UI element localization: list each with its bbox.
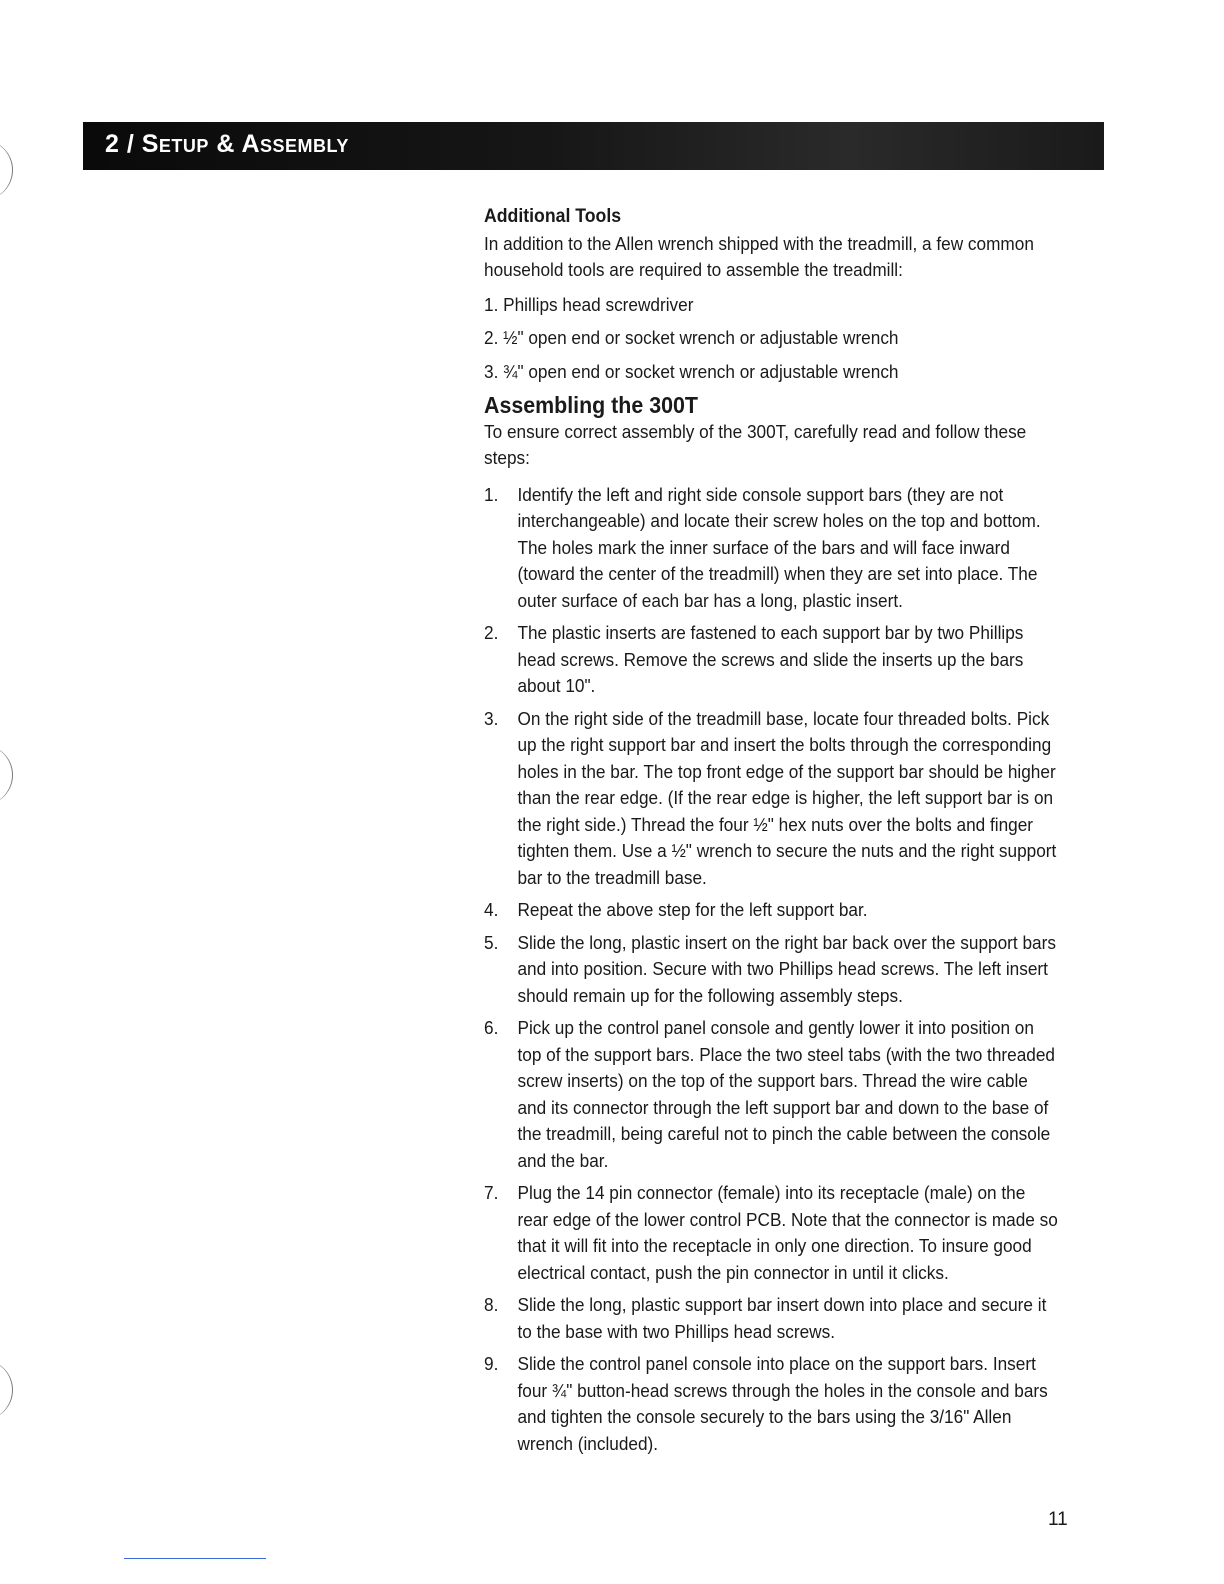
section-title: 2 / Setup & Assembly [105, 130, 349, 158]
assembly-step [484, 1180, 1061, 1286]
step-text: Slide the long, plastic insert on the right bar back over the support bars and into position. Secure with two Phillips head screws. The left insert should remain up for the following assembly steps. [517, 931, 1056, 1006]
assembly-step [484, 1351, 1061, 1457]
assembly-step [484, 1015, 1061, 1174]
section-header-bar [83, 122, 1104, 170]
bottom-rule [124, 1558, 266, 1559]
page-number: 11 [1048, 1509, 1068, 1530]
additional-tools-heading: Additional Tools [484, 206, 622, 227]
assembly-step [484, 1292, 1061, 1345]
step-number: 2. [484, 622, 499, 643]
step-number: 1. [484, 483, 499, 505]
step-text: On the right side of the treadmill base, locate four threaded bolts. Pick up the right support bar and insert the bolts through the corresponding holes in the bar. The top front edge of the support bar should be higher than the rear edge. (If the rear edge is higher, the left support bar is on the right side.) Thread the four ½" hex nuts over the bolts and finger tighten them. Use a ½" wrench to secure the nuts and the right support bar to the treadmill base. [517, 707, 1057, 888]
tool-list [484, 292, 1061, 386]
step-number: 4. [484, 899, 499, 920]
tool-item: 1. Phillips head screwdriver [484, 293, 694, 315]
step-text: Slide the control panel console into place on the support bars. Insert four ¾" button-head screws through the holes in the console and bars and tighten the console securely to the bars using the 3/16" Allen wrench (included). [517, 1353, 1048, 1454]
step-number: 3. [484, 707, 499, 729]
step-number: 5. [484, 931, 499, 953]
step-text: Repeat the above step for the left support bar. [517, 899, 868, 920]
binder-hole-mark-bottom [0, 1360, 13, 1420]
assembly-intro: To ensure correct assembly of the 300T, carefully read and follow these steps: [484, 420, 1027, 468]
assembly-step [484, 930, 1061, 1010]
binder-hole-mark-top [0, 140, 13, 200]
additional-tools-intro: In addition to the Allen wrench shipped with the treadmill, a few common household tools are required to assemble the treadmill: [484, 232, 1034, 280]
assembly-heading: Assembling the 300T [484, 392, 698, 418]
binder-hole-mark-middle [0, 745, 13, 805]
tool-item: 2. ½" open end or socket wrench or adjustable wrench [484, 327, 899, 348]
step-number: 6. [484, 1017, 499, 1038]
assembly-step [484, 897, 1061, 924]
step-number: 9. [484, 1353, 499, 1374]
step-text: Pick up the control panel console and gently lower it into position on top of the support bars. Place the two steel tabs (with the two threaded screw inserts) on the top of the support bars. Thread the wire cable and its connector through the left support bar and down to the base of the treadmill, being careful not to pinch the cable between the console and the bar. [517, 1017, 1055, 1171]
step-text: Plug the 14 pin connector (female) into its receptacle (male) on the rear edge of the lower control PCB. Note that the connector is made so that it will fit into the receptacle in only one direction. To insure good electrical contact, push the pin connector in until it clicks. [517, 1182, 1058, 1283]
step-text: Slide the long, plastic support bar insert down into place and secure it to the base with two Phillips head screws. [517, 1294, 1047, 1342]
step-number: 8. [484, 1294, 499, 1315]
assembly-step [484, 706, 1061, 892]
page-content [484, 204, 1061, 1463]
tool-item: 3. ¾" open end or socket wrench or adjustable wrench [484, 360, 899, 382]
step-number: 7. [484, 1182, 499, 1203]
assembly-steps [484, 482, 1061, 1458]
assembly-step [484, 482, 1061, 615]
step-text: The plastic inserts are fastened to each support bar by two Phillips head screws. Remove the screws and slide the inserts up the bars about 10". [517, 622, 1024, 696]
step-text: Identify the left and right side console support bars (they are not interchangeable) and locate their screw holes on the top and bottom. The holes mark the inner surface of the bars and will face inward (toward the center of the treadmill) when they are set into place. The outer surface of each bar has a long, plastic insert. [517, 483, 1041, 611]
assembly-step [484, 620, 1061, 700]
